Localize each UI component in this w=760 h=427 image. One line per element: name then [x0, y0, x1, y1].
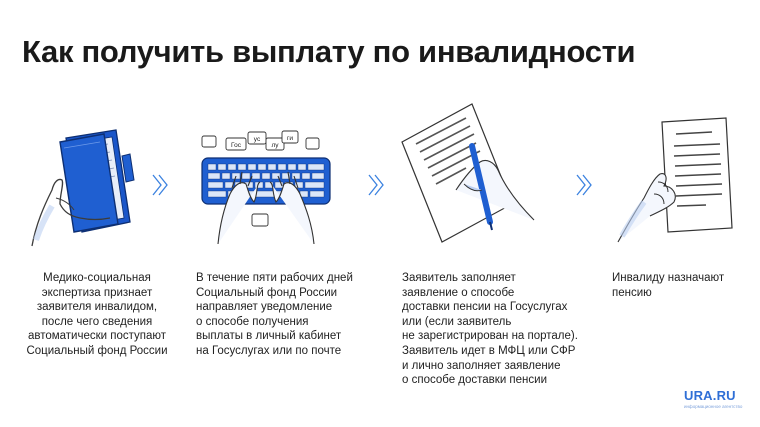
step-3-text: Заявитель заполняет заявление о способе доставки пенсии на Госуслугах или (если заявитель не зарегистрирован на портале). Заявитель идет в МФЦ или СФР и лично заполняет заявление о способе доставки пенсии [402, 272, 578, 387]
bubble-gos: Гос [231, 142, 241, 149]
chevron-right-icon [574, 172, 592, 198]
keyboard-typing-icon [196, 128, 336, 246]
bubble-gi: ги [286, 135, 294, 142]
step-4-text: Инвалиду назначают пенсию [612, 272, 725, 299]
document-pen-icon [394, 100, 544, 246]
step-2-text: В течение пяти рабочих дней Социальный фонд России направляет уведомление о способе получения выплаты в личный кабинет на Госуслугах или по почте [196, 272, 353, 357]
ura-ru-logo [684, 388, 744, 409]
document-hand-icon [614, 112, 744, 246]
logo-tagline: информационное агентство [684, 404, 743, 409]
step-1-text: Медико-социальная экспертиза признает заявителя инвалидом, после чего сведения автоматически поступают Социальный фонд России [26, 272, 168, 357]
page-title: Как получить выплату по инвалидности [22, 34, 636, 69]
blue-folder-icon [30, 120, 140, 248]
bubble-us: ус [253, 136, 261, 143]
chevron-right-icon [150, 172, 168, 198]
chevron-right-icon [366, 172, 384, 198]
bubble-lu: лу [271, 142, 279, 149]
logo-name: URA.RU [684, 388, 736, 403]
